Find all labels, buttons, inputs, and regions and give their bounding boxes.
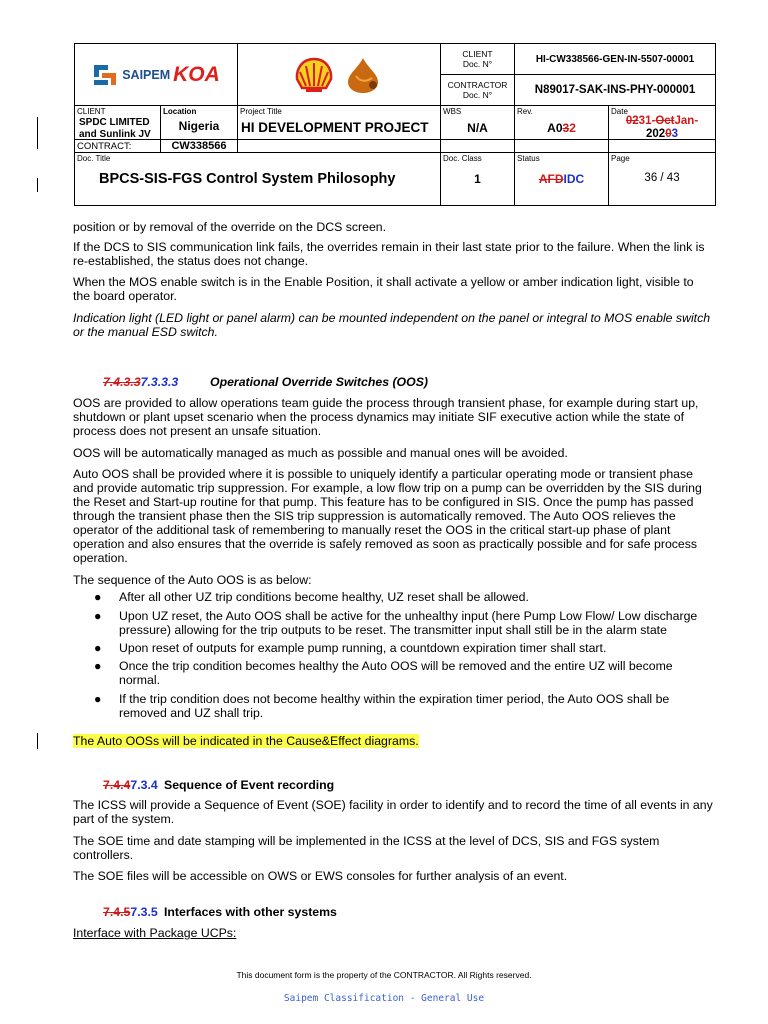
saipem-logo-icon bbox=[92, 63, 118, 87]
subheading-underlined: Interface with Package UCPs: bbox=[73, 926, 237, 940]
contractor-doc-label: CONTRACTOR Doc. N° bbox=[447, 80, 508, 100]
client-doc-number-cell bbox=[515, 44, 716, 75]
change-bar bbox=[37, 733, 38, 749]
doc-title-cell bbox=[75, 153, 441, 206]
date-separator: - bbox=[651, 115, 656, 127]
section-number-inserted: 7.3.5 bbox=[130, 905, 158, 919]
page-cell bbox=[609, 153, 716, 206]
section-number-inserted: 7.3.4 bbox=[130, 778, 158, 792]
change-bar bbox=[37, 117, 38, 149]
date-year-prefix: 202 bbox=[646, 128, 666, 140]
section-heading-7-3-3-3 bbox=[103, 375, 428, 389]
shell-logo-cell bbox=[238, 44, 441, 106]
bullet-item: Upon reset of outputs for example pump running, a countdown expiration timer shall start. bbox=[119, 641, 607, 655]
location-label: Location bbox=[163, 107, 197, 116]
client-value: SPDC LIMITED and Sunlink JV bbox=[79, 117, 151, 140]
status-value bbox=[515, 172, 608, 186]
section-number-deleted: 7.4.5 bbox=[103, 905, 131, 919]
bullet-glyph: ● bbox=[94, 641, 102, 655]
bullet-item: After all other UZ trip conditions become healthy, UZ reset shall be allowed. bbox=[119, 590, 529, 604]
location-value: Nigeria bbox=[178, 119, 220, 133]
status-inserted: IDC bbox=[563, 172, 585, 186]
date-inserted-year: 3 bbox=[671, 128, 679, 140]
date-label: Date bbox=[611, 107, 628, 116]
section-title: Interfaces with other systems bbox=[164, 905, 337, 919]
date-separator-2: - bbox=[694, 115, 699, 127]
bullet-glyph: ● bbox=[94, 659, 102, 673]
status-deleted: AFD bbox=[538, 172, 564, 186]
contract-label: CONTRACT: bbox=[77, 140, 132, 152]
section-number-inserted: 7.3.3.3 bbox=[140, 375, 179, 389]
date-value bbox=[609, 115, 715, 140]
contract-value-cell bbox=[161, 140, 238, 153]
koa-wordmark: KOA bbox=[173, 62, 220, 86]
section-title: Operational Override Switches (OOS) bbox=[210, 375, 428, 389]
wbs-label: WBS bbox=[443, 107, 462, 116]
contract-value: CW338566 bbox=[171, 140, 227, 152]
client-doc-number: HI-CW338566-GEN-IN-5507-00001 bbox=[535, 53, 695, 65]
paragraph: The sequence of the Auto OOS is as below: bbox=[73, 573, 312, 587]
rev-prefix: A0 bbox=[547, 121, 563, 135]
date-deleted-day: 02 bbox=[625, 115, 639, 127]
paragraph: Auto OOS shall be provided where it is possible to uniquely identify a particular operating mode or transient phase and provide automatic trip suppression. For example, a low flow trip on a pump can be overridden by the SIS during the Reset and Start-up routine for that pump. This feature has to be configured in SIS. Once the pump has passed through the transient phase then the SIS trip suppression is automatically removed. The Auto OOS relieves the operator of the additional task of remembering to manually reset the OOS in the critical start-up phase of plant operation and also ensures that the override is safely removed as soon as practically possible and for safe process operation. bbox=[73, 467, 702, 565]
paragraph: If the DCS to SIS communication link fails, the overrides remain in their last state prior to the failure. When the link is re-established, the status does not change. bbox=[73, 240, 705, 268]
saipem-koa-logo-cell bbox=[75, 44, 238, 106]
rev-value bbox=[515, 121, 608, 135]
wbs-value: N/A bbox=[467, 121, 488, 135]
oil-drop-logo-icon bbox=[342, 56, 384, 94]
bullet-item: Upon UZ reset, the Auto OOS shall be active for the unhealthy input (here Pump Low Flow/ Low discharge pressure) allowing for the trip outputs to be reset. The transmitter input shall still be in the alarm state bbox=[119, 609, 698, 637]
paragraph: OOS are provided to allow operations team guide the process through transient phase, for example during start up, shutdown or plant upset scenario when the process dynamics may initiate SIF executive action while the state of process does not present an unsafe situation. bbox=[73, 396, 699, 438]
status-cell bbox=[515, 153, 609, 206]
paragraph-italic: Indication light (LED light or panel alarm) can be mounted independent on the panel or integral to MOS enable switch or the manual ESD switch. bbox=[73, 311, 711, 339]
shell-pecten-icon bbox=[294, 57, 334, 93]
contractor-doc-number-cell bbox=[515, 75, 716, 106]
rev-inserted: 2 bbox=[569, 121, 576, 135]
document-header-table bbox=[74, 43, 716, 206]
contractor-doc-number: N89017-SAK-INS-PHY-000001 bbox=[534, 84, 696, 96]
page-value: 36 / 43 bbox=[644, 172, 680, 184]
bullet-item: If the trip condition does not become healthy within the expiration timer period, the Auto OOS shall be removed and UZ shall trip. bbox=[119, 692, 670, 720]
project-title-label: Project Title bbox=[240, 107, 282, 116]
section-heading-7-3-4 bbox=[103, 778, 335, 792]
doc-class-cell bbox=[441, 153, 515, 206]
rev-label: Rev. bbox=[517, 107, 533, 116]
highlighted-text: The Auto OOSs will be indicated in the Cause&Effect diagrams. bbox=[73, 734, 419, 748]
doc-title-value: BPCS-SIS-FGS Control System Philosophy bbox=[99, 171, 396, 187]
bullet-glyph: ● bbox=[94, 590, 102, 604]
date-deleted-month: Oct bbox=[655, 115, 675, 127]
page-label: Page bbox=[611, 154, 630, 163]
project-title-value: HI DEVELOPMENT PROJECT bbox=[241, 120, 429, 135]
section-title: Sequence of Event recording bbox=[164, 778, 335, 792]
date-inserted-month: Jan bbox=[674, 115, 695, 127]
saipem-koa-logo bbox=[75, 44, 237, 105]
client-doc-label-cell bbox=[441, 44, 515, 75]
doc-title-label: Doc. Title bbox=[77, 154, 111, 163]
paragraph: OOS will be automatically managed as much as possible and manual ones will be avoided. bbox=[73, 446, 568, 460]
date-deleted-year: 0 bbox=[665, 128, 672, 140]
section-heading-7-3-5 bbox=[103, 905, 337, 919]
client-label: CLIENT bbox=[77, 107, 106, 116]
section-number-deleted: 7.4.3.3 bbox=[103, 375, 141, 389]
date-cell bbox=[609, 106, 716, 140]
bullet-glyph: ● bbox=[94, 609, 102, 623]
bullet-glyph: ● bbox=[94, 692, 102, 706]
project-title-cell bbox=[238, 106, 441, 140]
change-bar bbox=[37, 178, 38, 192]
wbs-cell bbox=[441, 106, 515, 140]
section-number-deleted: 7.4.4 bbox=[103, 778, 131, 792]
rev-cell bbox=[515, 106, 609, 140]
paragraph: The SOE time and date stamping will be implemented in the ICSS at the level of DCS, SIS and FGS system controllers. bbox=[73, 834, 660, 862]
footer-classification: Saipem Classification - General Use bbox=[283, 993, 485, 1004]
paragraph: position or by removal of the override on the DCS screen. bbox=[73, 220, 387, 234]
paragraph: When the MOS enable switch is in the Enable Position, it shall activate a yellow or amber indication light, visible to the board operator. bbox=[73, 275, 694, 303]
bullet-item: Once the trip condition becomes healthy the Auto OOS will be removed and the entire UZ will become normal. bbox=[119, 659, 673, 687]
saipem-wordmark: SAIPEM bbox=[122, 67, 171, 82]
status-label: Status bbox=[517, 154, 540, 163]
rev-deleted: 3 bbox=[562, 121, 570, 135]
footer-rights: This document form is the property of the CONTRACTOR. All Rights reserved. bbox=[236, 970, 532, 980]
contract-label-cell bbox=[75, 140, 161, 153]
client-cell bbox=[75, 106, 161, 140]
doc-class-label: Doc. Class bbox=[443, 154, 482, 163]
doc-class-value: 1 bbox=[474, 172, 481, 186]
client-doc-label: CLIENT Doc. N° bbox=[462, 49, 493, 69]
location-cell bbox=[161, 106, 238, 140]
date-inserted-day: 31 bbox=[638, 115, 652, 127]
paragraph: The SOE files will be accessible on OWS or EWS consoles for further analysis of an event. bbox=[73, 869, 568, 883]
paragraph: The ICSS will provide a Sequence of Event (SOE) facility in order to identify and to record the time of all events in any part of the system. bbox=[73, 798, 713, 826]
contractor-doc-label-cell bbox=[441, 75, 515, 106]
highlighted-paragraph bbox=[73, 734, 714, 748]
